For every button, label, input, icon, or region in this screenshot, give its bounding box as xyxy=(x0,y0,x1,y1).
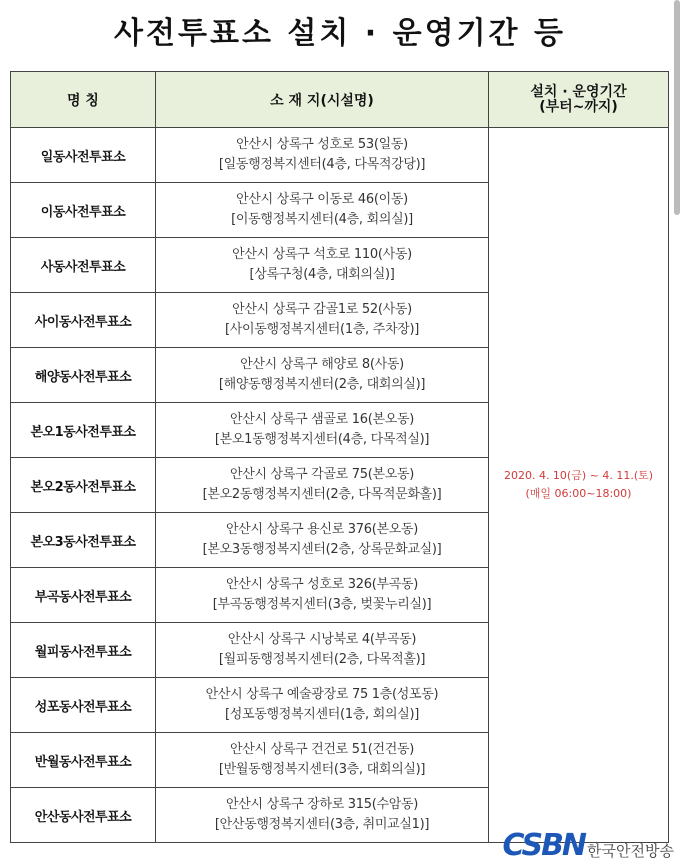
facility-line: [성포동행정복지센터(1층, 회의실)] xyxy=(224,707,420,722)
station-name: 본오1동사전투표소 xyxy=(11,403,156,458)
station-name: 부곡동사전투표소 xyxy=(11,568,156,623)
facility-line: [반월동행정복지센터(3층, 대회의실)] xyxy=(218,762,426,777)
header-period xyxy=(489,72,669,128)
csbn-logo: CSBN xyxy=(502,828,586,863)
facility-line: [월피동행정복지센터(2층, 다목적홀)] xyxy=(218,652,426,667)
watermark-text: 한국안전방송 xyxy=(587,842,674,860)
address-line: 안산시 상록구 장하로 315(수암동) xyxy=(225,797,419,812)
facility-line: [안산동행정복지센터(3층, 취미교실1)] xyxy=(214,817,430,832)
station-address xyxy=(156,238,489,293)
table-header-row xyxy=(11,72,669,128)
scrollbar-thumb[interactable] xyxy=(674,0,680,215)
header-period-line2: (부터~까지) xyxy=(539,98,618,115)
station-name: 월피동사전투표소 xyxy=(11,623,156,678)
station-name: 사이동사전투표소 xyxy=(11,293,156,348)
address-line: 안산시 상록구 석호로 110(사동) xyxy=(232,247,412,262)
station-address xyxy=(156,183,489,238)
station-name: 본오3동사전투표소 xyxy=(11,513,156,568)
address-line: 안산시 상록구 해양로 8(사동) xyxy=(240,357,404,372)
station-name: 안산동사전투표소 xyxy=(11,788,156,843)
station-address xyxy=(156,678,489,733)
station-address xyxy=(156,623,489,678)
station-address xyxy=(156,128,489,183)
facility-line: [부곡동행정복지센터(3층, 벚꽃누리실)] xyxy=(212,597,432,612)
station-address xyxy=(156,348,489,403)
facility-line: [사이동행정복지센터(1층, 주차장)] xyxy=(224,322,420,337)
watermark xyxy=(503,827,674,861)
address-line: 안산시 상록구 감골1로 52(사동) xyxy=(232,302,412,317)
facility-line: [본오3동행정복지센터(2층, 상록문화교실)] xyxy=(202,542,442,557)
header-period-line1: 설치 · 운영기간 xyxy=(530,83,627,100)
address-line: 안산시 상록구 건건로 51(건건동) xyxy=(229,742,415,757)
period-hours: (매일 06:00~18:00) xyxy=(525,487,632,500)
address-line: 안산시 상록구 성호로 53(일동) xyxy=(236,137,408,152)
facility-line: [일동행정복지센터(4층, 다목적강당)] xyxy=(218,157,426,172)
station-address xyxy=(156,458,489,513)
operating-period xyxy=(489,128,669,843)
station-address xyxy=(156,513,489,568)
station-address xyxy=(156,293,489,348)
station-name: 이동사전투표소 xyxy=(11,183,156,238)
station-address xyxy=(156,568,489,623)
header-address: 소 재 지(시설명) xyxy=(156,72,489,128)
table-row xyxy=(11,128,669,183)
period-dates: 2020. 4. 10(금) ~ 4. 11.(토) xyxy=(503,469,654,482)
header-name: 명 칭 xyxy=(11,72,156,128)
facility-line: [이동행정복지센터(4층, 회의실)] xyxy=(231,212,413,227)
address-line: 안산시 상록구 이동로 46(이동) xyxy=(236,192,408,207)
facility-line: [본오1동행정복지센터(4층, 다목적실)] xyxy=(214,432,430,447)
station-name: 사동사전투표소 xyxy=(11,238,156,293)
facility-line: [상록구청(4층, 대회의실)] xyxy=(249,267,395,282)
station-address xyxy=(156,788,489,843)
facility-line: [해양동행정복지센터(2층, 대회의실)] xyxy=(218,377,426,392)
station-address xyxy=(156,403,489,458)
address-line: 안산시 상록구 예술광장로 75 1층(성포동) xyxy=(205,687,439,702)
station-name: 일동사전투표소 xyxy=(11,128,156,183)
station-name: 해양동사전투표소 xyxy=(11,348,156,403)
address-line: 안산시 상록구 샘골로 16(본오동) xyxy=(229,412,415,427)
page-title: 사전투표소 설치 · 운영기간 등 xyxy=(114,16,566,51)
polling-station-table xyxy=(10,71,669,843)
station-address xyxy=(156,733,489,788)
station-name: 반월동사전투표소 xyxy=(11,733,156,788)
address-line: 안산시 상록구 시낭북로 4(부곡동) xyxy=(227,632,417,647)
address-line: 안산시 상록구 각골로 75(본오동) xyxy=(229,467,415,482)
facility-line: [본오2동행정복지센터(2층, 다목적문화홀)] xyxy=(202,487,442,502)
address-line: 안산시 상록구 용신로 376(본오동) xyxy=(225,522,419,537)
address-line: 안산시 상록구 성호로 326(부곡동) xyxy=(225,577,419,592)
station-name: 본오2동사전투표소 xyxy=(11,458,156,513)
station-name: 성포동사전투표소 xyxy=(11,678,156,733)
